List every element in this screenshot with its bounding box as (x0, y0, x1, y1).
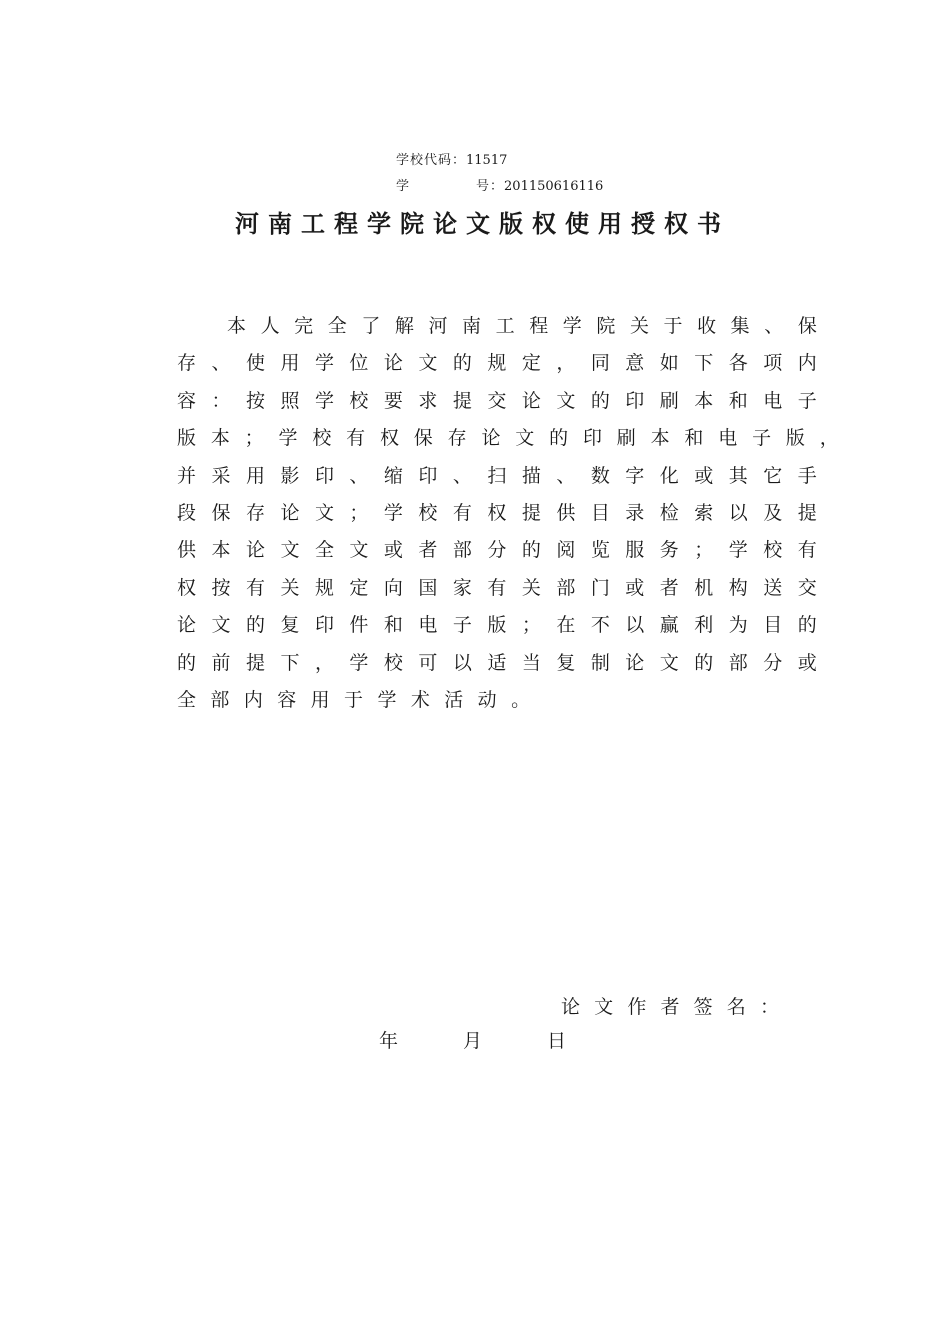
signature-date (379, 1027, 566, 1055)
body-line: 权 按 有 关 规 定 向 国 家 有 关 部 门 或 者 机 构 送 交 (177, 576, 817, 599)
school-code-line (396, 153, 507, 169)
body-line: 容 ： 按 照 学 校 要 求 提 交 论 文 的 印 刷 本 和 电 子 (177, 389, 817, 412)
student-id-value: 201150616116 (504, 179, 604, 194)
authorization-body (177, 308, 839, 719)
date-year-label: 年 (379, 1030, 399, 1052)
school-code-value: 11517 (466, 153, 508, 168)
body-line: 存 、 使 用 学 位 论 文 的 规 定 ， 同 意 如 下 各 项 内 (177, 352, 817, 375)
author-signature-label: 论 文 作 者 签 名 ： (561, 996, 779, 1018)
student-id-line (396, 179, 603, 195)
student-id-label-second: 号： (476, 179, 505, 194)
body-line: 论 文 的 复 印 件 和 电 子 版 ； 在 不 以 赢 利 为 目 的 (177, 614, 817, 637)
school-code-label: 学校代码： (396, 153, 467, 168)
body-line: 的 前 提 下 ， 学 校 可 以 适 当 复 制 论 文 的 部 分 或 (177, 651, 817, 674)
body-line: 本 人 完 全 了 解 河 南 工 程 学 院 关 于 收 集 、 保 (227, 315, 817, 337)
body-line: 并 采 用 影 印 、 缩 印 、 扫 描 、 数 字 化 或 其 它 手 (177, 464, 817, 487)
date-month-label: 月 (463, 1030, 483, 1052)
body-line: 版 本 ； 学 校 有 权 保 存 论 文 的 印 刷 本 和 电 子 版 ， (177, 427, 839, 450)
date-day-label: 日 (547, 1030, 567, 1052)
body-line: 全 部 内 容 用 于 学 术 活 动 。 (177, 688, 531, 711)
body-line: 段 保 存 论 文 ； 学 校 有 权 提 供 目 录 检 索 以 及 提 (177, 501, 817, 524)
student-id-label-first: 学 (396, 179, 411, 194)
document-title: 河南工程学院论文版权使用授权书 (235, 210, 730, 238)
body-line: 供 本 论 文 全 文 或 者 部 分 的 阅 览 服 务 ； 学 校 有 (177, 539, 817, 562)
